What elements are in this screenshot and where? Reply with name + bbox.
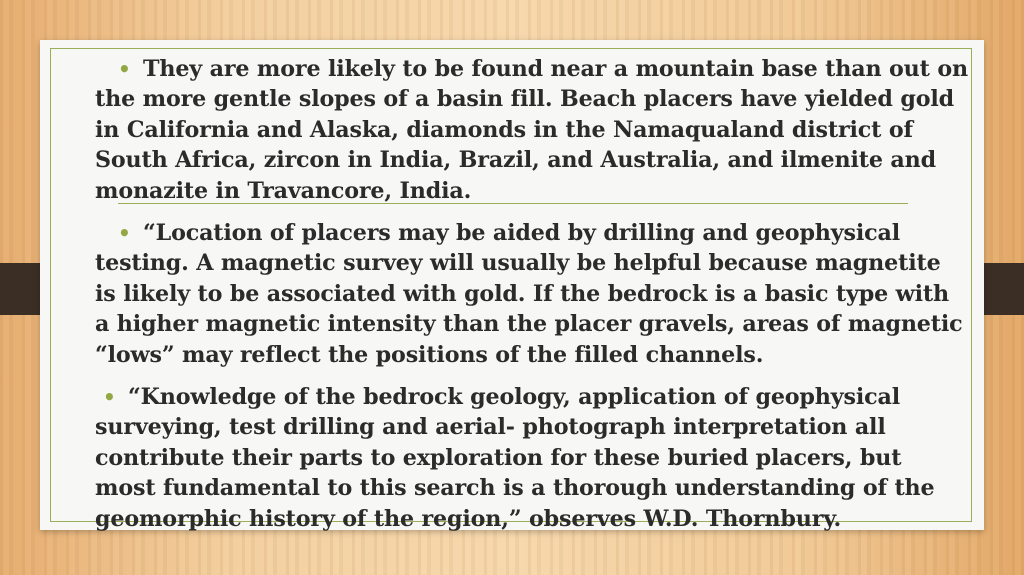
bullet-dot-icon: • bbox=[103, 385, 116, 410]
bullet-text-2: “Location of placers may be aided by drilling and geophysical testing. A magnetic survey will usually be helpful because magnetite is likely to be associated with gold. If the bedrock is a basic type with a higher magnetic intensity than the placer gravels, areas of magnetic “lows” may reflect the positions of the filled channels. bbox=[95, 220, 963, 368]
bullet-text-3: “Knowledge of the bedrock geology, application of geophysical surveying, test drilling and aerial- photograph interpretation all contribute their parts to exploration for these buried placers, but most fundamental to this search is a thorough understanding of the geomorphic history of the region,” observes W.D. Thornbury. bbox=[95, 384, 935, 532]
bullet-dot-icon: • bbox=[118, 221, 131, 246]
bullet-item-3 bbox=[0, 382, 1024, 534]
bullet-text-1: They are more likely to be found near a mountain base than out on the more gentle slopes of a basin fill. Beach placers have yielded gold in California and Alaska, diamonds in the Namaqualand district of South Africa, zircon in India, Brazil, and Australia, and ilmenite and monazite in Travancore, India. bbox=[95, 56, 968, 204]
bullet-dot-icon: • bbox=[118, 57, 131, 81]
bullet-item-1 bbox=[0, 54, 1024, 206]
bullet-item-2 bbox=[0, 218, 1024, 370]
slide-content bbox=[0, 54, 1024, 534]
